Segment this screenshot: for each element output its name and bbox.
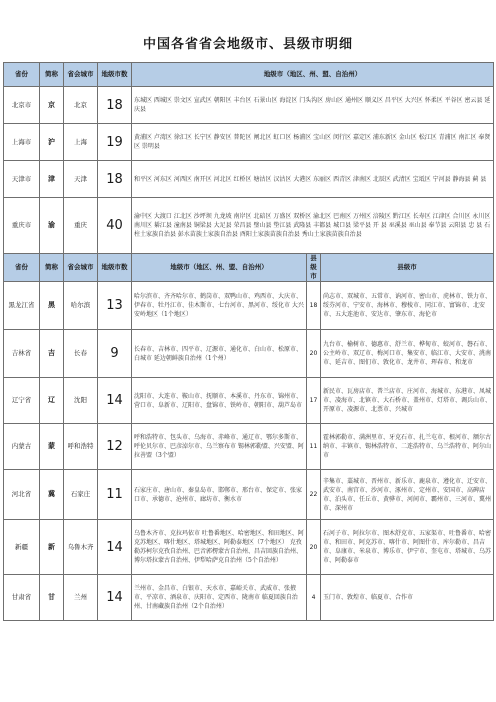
prefecture-count: 18 xyxy=(98,161,132,198)
province-name: 重庆市 xyxy=(4,198,40,254)
province-name: 天津市 xyxy=(4,161,40,198)
header-county-count: 县级市 xyxy=(307,254,321,282)
county-list: 九台市、榆树市、德惠市、舒兰市、桦甸市、蛟河市、磐石市、公主岭市、双辽市、梅河口市、集安市、临江市、大安市、洮南市、延吉市、图们市、敦化市、龙井市、珲春市、和龙市 xyxy=(321,330,494,378)
province-capital: 石家庄 xyxy=(64,470,98,520)
province-capital: 上海 xyxy=(64,124,98,161)
prefecture-count: 12 xyxy=(98,424,132,470)
province-name: 上海市 xyxy=(4,124,40,161)
prefecture-count: 14 xyxy=(98,378,132,424)
county-list: 玉门市、敦煌市、临夏市、合作市 xyxy=(321,575,494,621)
county-count: 11 xyxy=(307,424,321,470)
table-row xyxy=(4,378,494,424)
province-name: 甘肃省 xyxy=(4,575,40,621)
province-abbr: 吉 xyxy=(40,330,64,378)
province-capital: 重庆 xyxy=(64,198,98,254)
header-count: 地级市数 xyxy=(98,254,132,282)
prefecture-count: 14 xyxy=(98,520,132,575)
header-abbr: 简称 xyxy=(40,63,64,87)
province-name: 内蒙古 xyxy=(4,424,40,470)
province-capital: 乌鲁木齐 xyxy=(64,520,98,575)
province-capital: 沈阳 xyxy=(64,378,98,424)
district-list: 渝中区 大渡口 江北区 沙坪坝 九龙坡 南岸区 北碚区 万盛区 双桥区 渝北区 巴南区 万州区 涪陵区 黔江区 长寿区 江津区 合川区 永川区 南川区 綦江县 潼南县 铜梁县 大足县 荣昌县 璧山县 垫江县 武隆县 丰都县 城口县 梁平县 开 县 巫溪县 巫山县 奉节县 云阳县 忠 县 石柱土家族自治县 彭水苗族土家族自治县 酉阳土家族苗族自治县 秀山土家族苗族自治县 xyxy=(132,198,494,254)
district-list: 黄浦区 卢湾区 徐汇区 长宁区 静安区 普陀区 闸北区 虹口区 杨浦区 宝山区 闵行区 嘉定区 浦东新区 金山区 松江区 青浦区 南汇区 奉贤区 崇明县 xyxy=(132,124,494,161)
district-list: 东城区 西城区 崇文区 宣武区 朝阳区 丰台区 石景山区 海淀区 门头沟区 房山区 通州区 顺义区 昌平区 大兴区 怀柔区 平谷区 密云县 延庆县 xyxy=(132,87,494,124)
prefecture-list: 哈尔滨市、齐齐哈尔市、鹤岗市、双鸭山市、鸡西市、大庆市、伊春市、牡丹江市、佳木斯市、七台河市、黑河市、绥化市 大兴安岭地区（1个地区） xyxy=(132,282,307,330)
header-list: 地级市（地区、州、盟、自治州） xyxy=(132,63,494,87)
county-count: 18 xyxy=(307,282,321,330)
header-province: 省份 xyxy=(4,63,40,87)
province-capital: 兰州 xyxy=(64,575,98,621)
province-abbr: 辽 xyxy=(40,378,64,424)
header-count: 地级市数 xyxy=(98,63,132,87)
table-row xyxy=(4,161,494,198)
prefecture-list: 石家庄市、唐山市、秦皇岛市、邯郸市、邢台市、保定市、张家口市、承德市、沧州市、廊坊市、衡水市 xyxy=(132,470,307,520)
province-abbr: 冀 xyxy=(40,470,64,520)
province-abbr: 沪 xyxy=(40,124,64,161)
prefecture-list: 呼和浩特市、包头市、乌海市、赤峰市、通辽市、鄂尔多斯市、呼伦贝尔市、巴彦淖尔市、乌兰察布市 锡林郭勒盟、兴安盟、阿拉善盟（3个盟） xyxy=(132,424,307,470)
province-name: 黑龙江省 xyxy=(4,282,40,330)
header-list: 地级市（地区、州、盟、自治州） xyxy=(132,254,307,282)
prefecture-count: 11 xyxy=(98,470,132,520)
province-capital: 北京 xyxy=(64,87,98,124)
province-abbr: 渝 xyxy=(40,198,64,254)
county-count: 20 xyxy=(307,330,321,378)
province-name: 吉林省 xyxy=(4,330,40,378)
province-abbr: 黑 xyxy=(40,282,64,330)
prefecture-count: 18 xyxy=(98,87,132,124)
province-abbr: 京 xyxy=(40,87,64,124)
header-province: 省份 xyxy=(4,254,40,282)
prefecture-count: 13 xyxy=(98,282,132,330)
county-list: 辛集市、藁城市、晋州市、新乐市、鹿泉市、遵化市、迁安市、武安市、南宫市、沙河市、涿州市、定州市、安国市、高碑店市、泊头市、任丘市、黄骅市、河间市、霸州市、三河市、冀州市、深州市 xyxy=(321,470,494,520)
table-row xyxy=(4,198,494,254)
prefecture-count: 40 xyxy=(98,198,132,254)
table-row xyxy=(4,282,494,330)
table-row xyxy=(4,424,494,470)
province-capital: 长春 xyxy=(64,330,98,378)
province-abbr: 甘 xyxy=(40,575,64,621)
header-capital: 省会城市 xyxy=(64,254,98,282)
province-name: 新疆 xyxy=(4,520,40,575)
document-title: 中国各省省会地级市、县级市明细 xyxy=(142,37,353,52)
table-row xyxy=(4,520,494,575)
county-list: 尚志市、双城市、五常市、讷河市、密山市、虎林市、铁力市、绥芬河市、宁安市、海林市、穆棱市、同江市、富锦市、北安市、五大连池市、安达市、肇东市、海伦市 xyxy=(321,282,494,330)
prefecture-list: 乌鲁木齐市、克拉玛依市 吐鲁番地区、哈密地区、和田地区、阿克苏地区、喀什地区、塔城地区、阿勒泰地区（7个地区） 克孜勒苏柯尔克孜自治州、巴音郭楞蒙古自治州、昌吉回族自治州、博尔塔拉蒙古自治州、伊犁哈萨克自治州（5个自治州） xyxy=(132,520,307,575)
province-name: 辽宁省 xyxy=(4,378,40,424)
province-abbr: 津 xyxy=(40,161,64,198)
county-count: 20 xyxy=(307,520,321,575)
prefecture-count: 19 xyxy=(98,124,132,161)
province-capital: 天津 xyxy=(64,161,98,198)
prefecture-list: 长春市、吉林市、四平市、辽源市、通化市、白山市、松原市、白城市 延边朝鲜族自治州（1个州） xyxy=(132,330,307,378)
table-header-row xyxy=(4,63,494,87)
county-list: 石河子市、阿拉尔市、图木舒克市、五家渠市、吐鲁番市、哈密市、和田市、阿克苏市、喀什市、阿图什市、库尔勒市、昌吉市、阜康市、米泉市、博乐市、伊宁市、奎屯市、塔城市、乌苏市、阿勒泰市 xyxy=(321,520,494,575)
province-abbr: 新 xyxy=(40,520,64,575)
table-row xyxy=(4,124,494,161)
table-row xyxy=(4,470,494,520)
county-list: 霍林郭勒市、满洲里市、牙克石市、扎兰屯市、根河市、额尔古纳市、丰镇市、锡林浩特市、二连浩特市、乌兰浩特市、阿尔山市 xyxy=(321,424,494,470)
county-count: 22 xyxy=(307,470,321,520)
district-list: 和平区 河东区 河西区 南开区 河北区 红桥区 塘沽区 汉沽区 大港区 东丽区 西青区 津南区 北辰区 武清区 宝坻区 宁河县 静海县 蓟 县 xyxy=(132,161,494,198)
prefecture-list: 兰州市、金昌市、白银市、天水市、嘉峪关市、武威市、张掖市、平凉市、酒泉市、庆阳市、定西市、陇南市 临夏回族自治州、甘南藏族自治州（2个自治州） xyxy=(132,575,307,621)
header-capital: 省会城市 xyxy=(64,63,98,87)
prefecture-list: 沈阳市、大连市、鞍山市、抚顺市、本溪市、丹东市、锦州市、营口市、阜新市、辽阳市、盘锦市、铁岭市、朝阳市、葫芦岛市 xyxy=(132,378,307,424)
header-county-list: 县级市 xyxy=(321,254,494,282)
province-name: 北京市 xyxy=(4,87,40,124)
table-header-row xyxy=(4,254,494,282)
county-count: 17 xyxy=(307,378,321,424)
table-row xyxy=(4,575,494,621)
header-abbr: 简称 xyxy=(40,254,64,282)
province-capital: 呼和浩特 xyxy=(64,424,98,470)
table-row xyxy=(4,330,494,378)
county-count: 4 xyxy=(307,575,321,621)
province-name: 河北省 xyxy=(4,470,40,520)
prefecture-count: 14 xyxy=(98,575,132,621)
province-abbr: 蒙 xyxy=(40,424,64,470)
prefecture-count: 9 xyxy=(98,330,132,378)
table-row xyxy=(4,87,494,124)
county-list: 新民市、瓦房店市、普兰店市、庄河市、海城市、东港市、凤城市、凌海市、北镇市、大石桥市、盖州市、灯塔市、调兵山市、开原市、凌源市、北票市、兴城市 xyxy=(321,378,494,424)
province-capital: 哈尔滨 xyxy=(64,282,98,330)
province-table xyxy=(3,62,494,621)
